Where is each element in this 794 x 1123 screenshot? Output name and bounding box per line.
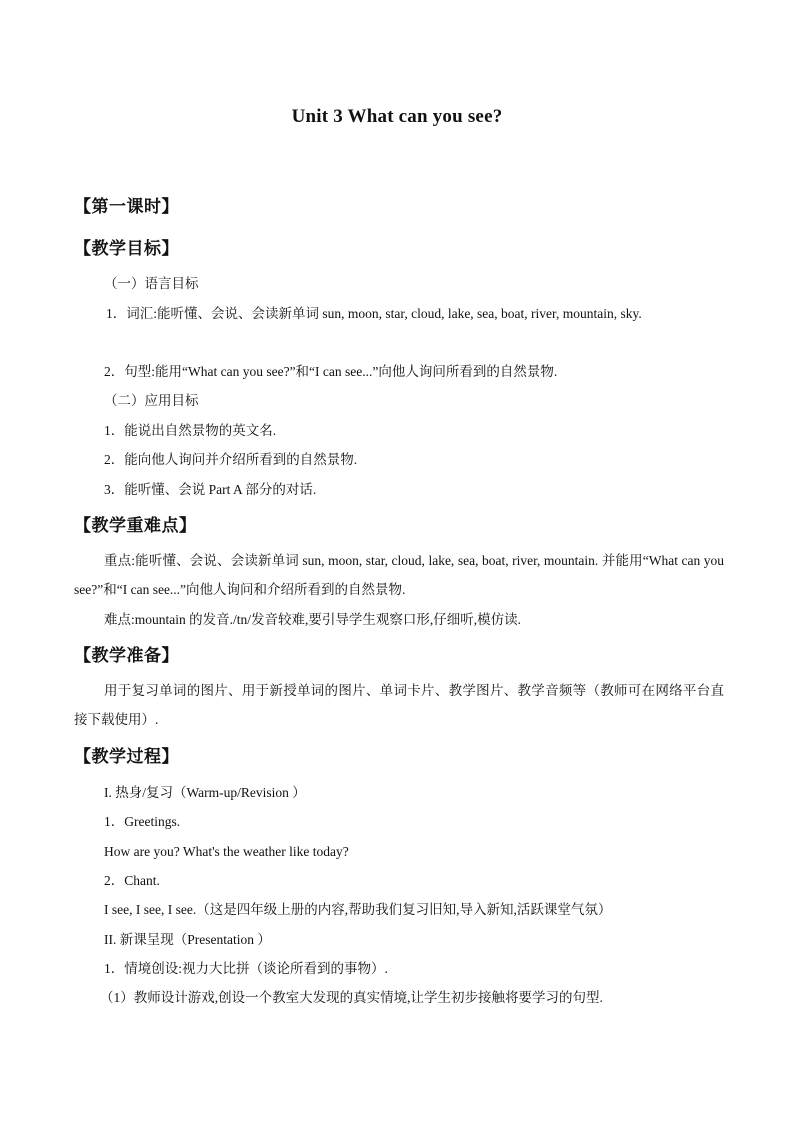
objectives-item-vocabulary: 1．词汇:能听懂、会说、会读新单词 sun, moon, star, cloud, lake, sea, boat, river, mountain, sky.: [106, 306, 642, 321]
process-greetings-text: How are you? What's the weather like today?: [104, 844, 349, 859]
process-step-presentation: II. 新课呈现（Presentation ）: [104, 932, 271, 947]
process-chant-text: I see, I see, I see.（这是四年级上册的内容,帮助我们复习旧知,导入新知,活跃课堂气氛）: [104, 902, 612, 917]
objectives-item-dialogue: 3．能听懂、会说 Part A 部分的对话.: [104, 482, 317, 497]
page-title: Unit 3 What can you see?: [291, 106, 503, 127]
objectives-item-ask: 2．能向他人询问并介绍所看到的自然景物.: [104, 452, 358, 467]
key-points-difficulty: 难点:mountain 的发音./tn/发音较难,要引导学生观察口形,仔细听,模仿读.: [104, 612, 521, 627]
process-step-chant: 2．Chant.: [104, 873, 160, 888]
objectives-sub-application: （二）应用目标: [104, 393, 199, 408]
preparation-text: 用于复习单词的图片、用于新授单词的图片、单词卡片、教学图片、教学音频等（教师可在网络平台直接下载使用）.: [74, 683, 724, 727]
objectives-sub-language: （一）语言目标: [104, 276, 199, 291]
objectives-item-sentence: 2．句型:能用“What can you see?”和“I can see...”向他人询问所看到的自然景物.: [104, 364, 558, 379]
process-step-warmup: I. 热身/复习（Warm-up/Revision ）: [104, 785, 306, 800]
process-step-game: （1）教师设计游戏,创设一个教室大发现的真实情境,让学生初步接触将要学习的句型.: [100, 990, 603, 1005]
objectives-heading: 【教学目标】: [74, 239, 179, 259]
key-points-focus: 重点:能听懂、会说、会读新单词 sun, moon, star, cloud, lake, sea, boat, river, mountain. 并能用“What can you see?”和“I can see...”向他人询问和介绍所看到的自然景物.: [74, 553, 724, 597]
key-points-heading: 【教学重难点】: [74, 516, 197, 536]
process-step-situation: 1．情境创设:视力大比拼（谈论所看到的事物）.: [104, 961, 388, 976]
process-step-greetings: 1．Greetings.: [104, 814, 181, 829]
objectives-item-names: 1．能说出自然景物的英文名.: [104, 423, 277, 438]
preparation-heading: 【教学准备】: [74, 646, 179, 666]
lesson-heading: 【第一课时】: [74, 197, 179, 217]
process-heading: 【教学过程】: [74, 747, 179, 767]
